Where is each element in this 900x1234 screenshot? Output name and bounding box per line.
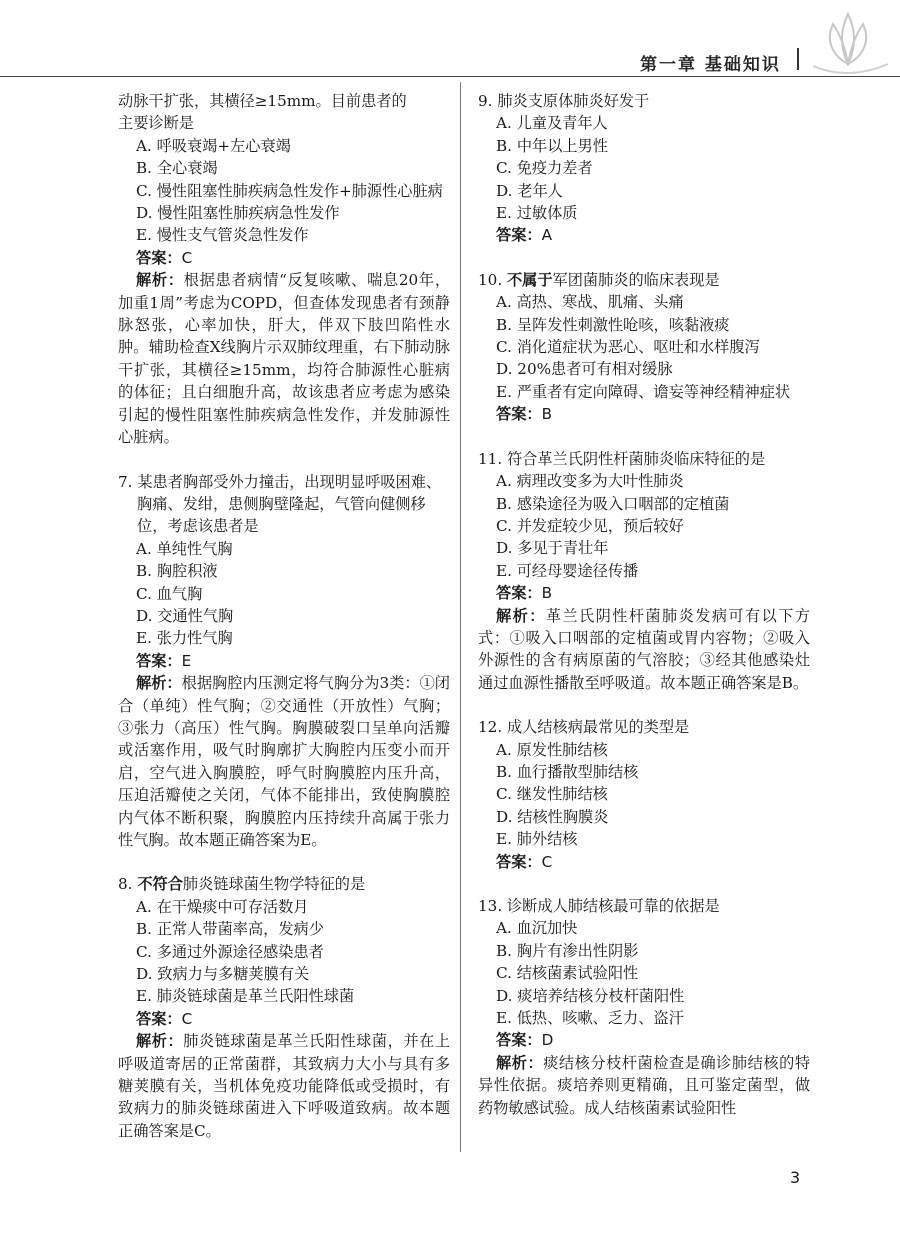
chapter-title: 第一章 基础知识: [640, 55, 781, 75]
option: A. 病理改变多为大叶性肺炎: [496, 472, 684, 491]
explanation-label: 解析：: [136, 674, 182, 693]
option: A. 原发性肺结核: [496, 740, 608, 759]
question-stem: 13. 诊断成人肺结核最可靠的依据是: [478, 897, 720, 915]
option: E. 肺炎链球菌是革兰氏阳性球菌: [136, 987, 355, 1006]
option: A. 在干燥痰中可存活数月: [136, 897, 309, 916]
explanation-label: 解析：: [136, 271, 184, 290]
option: D. 慢性阻塞性肺疾病急性发作: [136, 204, 340, 223]
question-stem: [118, 873, 450, 895]
explanation: [118, 672, 450, 851]
answer-value: A: [541, 226, 552, 245]
answer: [118, 1008, 450, 1030]
answer-label: 答案：: [496, 584, 542, 603]
question-6-continued: [118, 90, 450, 449]
question-stem: 11. 符合革兰氏阴性杆菌肺炎临床特征的是: [478, 449, 766, 468]
explanation-text: 根据胸腔内压测定将气胸分为3类：①闭合（单纯）性气胸；②交通性（开放性）气胸；③张力（高压）性气胸。胸膜破裂口呈单向活瓣或活塞作用，吸气时胸廓扩大胸腔内压变小而开启，空气进入胸膜腔，呼气时胸膜腔内压升高，压迫活瓣使之关闭，气体不能排出，致使胸膜腔内气体不断积聚，胸膜腔内压持续升高属于张力性气胸。故本题正确答案为E。: [118, 674, 450, 849]
option: C. 并发症较少见，预后较好: [496, 516, 684, 535]
explanation-text: 肺炎链球菌是革兰氏阳性球菌，并在上呼吸道寄居的正常菌群，其致病力大小与具有多糖荚膜有关，当机体免疫功能降低或受损时，有致病力的肺炎链球菌进入下呼吸道致病。故本题正确答案是C。: [118, 1032, 451, 1140]
option: C. 结核菌素试验阳性: [496, 964, 639, 983]
option: D. 致病力与多糖荚膜有关: [136, 965, 310, 984]
answer-value: C: [181, 248, 193, 267]
explanation-label: 解析：: [496, 1053, 544, 1072]
option: C. 消化道症状为恶心、呕吐和水样腹泻: [496, 338, 760, 357]
explanation: [118, 1030, 450, 1142]
question-stem: 12. 成人结核病最常见的类型是: [478, 718, 690, 737]
option: A. 高热、寒战、肌痛、头痛: [496, 293, 684, 312]
option: D. 老年人: [496, 181, 563, 200]
option: C. 继发性肺结核: [496, 785, 608, 804]
answer: [478, 224, 810, 246]
option: C. 免疫力差者: [496, 159, 593, 178]
answer-label: 答案：: [496, 226, 542, 245]
option: B. 呈阵发性刺激性呛咳，咳黏液痰: [496, 315, 730, 334]
question-stem: 9. 肺炎支原体肺炎好发于: [478, 92, 650, 110]
option: D. 20%患者可有相对缓脉: [496, 360, 673, 379]
answer-value: D: [541, 1031, 554, 1050]
option: A. 呼吸衰竭+左心衰竭: [136, 136, 291, 155]
question-stem: [478, 269, 810, 291]
option: C. 多通过外源途径感染患者: [136, 942, 324, 961]
question-number: 10.: [478, 270, 503, 289]
option: C. 慢性阻塞性肺疾病急性发作+肺源性心脏病: [136, 181, 443, 200]
question-12: [478, 716, 810, 873]
question-stem-text: 军团菌肺炎的临床表现是: [552, 270, 720, 289]
explanation-text: 革兰氏阴性杆菌肺炎发病可有以下方式：①吸入口咽部的定植菌或胃内容物；②吸入外源性的含有病原菌的气溶胶；③经其他感染灶通过血源性播散至呼吸道。故本题正确答案是B。: [478, 606, 811, 692]
question-stem: 7. 某患者胸部受外力撞击，出现明显呼吸困难、胸痛、发绀，患侧胸壁隆起，气管向健侧移位，考虑该患者是: [118, 472, 442, 536]
question-13: [478, 895, 810, 1119]
option: E. 严重者有定向障碍、谵妄等神经精神症状: [496, 382, 791, 401]
answer-label: 答案：: [496, 405, 542, 424]
answer: [118, 247, 450, 269]
answer: [478, 582, 810, 604]
option: A. 儿童及青年人: [496, 114, 608, 133]
explanation-label: 解析：: [496, 606, 546, 625]
option: A. 单纯性气胸: [136, 539, 233, 558]
column-divider: [460, 82, 461, 1152]
header-rule: [0, 76, 900, 77]
option: D. 交通性气胸: [136, 606, 234, 625]
option: B. 全心衰竭: [136, 159, 218, 178]
option: B. 正常人带菌率高，发病少: [136, 920, 324, 939]
question-8: [118, 873, 450, 1142]
option: E. 张力性气胸: [136, 629, 233, 648]
explanation-label: 解析：: [136, 1032, 184, 1051]
option: B. 感染途径为吸入口咽部的定植菌: [496, 494, 730, 513]
question-keyword: 不符合: [137, 875, 183, 894]
question-9: [478, 90, 810, 247]
question-stem: 主要诊断是: [118, 114, 194, 133]
explanation: [118, 269, 450, 448]
answer-label: 答案：: [496, 852, 542, 871]
left-column: [118, 90, 450, 1142]
option: B. 中年以上男性: [496, 136, 608, 155]
option: E. 低热、咳嗽、乏力、盗汗: [496, 1009, 684, 1028]
question-11: [478, 448, 810, 694]
option: B. 血行播散型肺结核: [496, 762, 639, 781]
question-number: 8.: [118, 875, 133, 894]
answer-value: C: [181, 1009, 193, 1028]
question-7: [118, 471, 450, 852]
option: B. 胸腔积液: [136, 562, 218, 581]
option: E. 慢性支气管炎急性发作: [136, 226, 309, 245]
option: C. 血气胸: [136, 584, 203, 603]
answer-label: 答案：: [496, 1031, 542, 1050]
question-stem: 动脉干扩张，其横径≥15mm。目前患者的: [118, 92, 407, 110]
explanation: [478, 605, 810, 695]
question-stem-text: 肺炎链球菌生物学特征的是: [182, 875, 366, 894]
answer: [118, 650, 450, 672]
lotus-logo-icon: [803, 6, 893, 76]
option: A. 血沉加快: [496, 919, 578, 938]
answer: [478, 403, 810, 425]
answer-value: E: [181, 651, 192, 670]
answer-value: C: [541, 852, 553, 871]
answer-label: 答案：: [136, 651, 182, 670]
option: B. 胸片有渗出性阴影: [496, 941, 639, 960]
page-number: 3: [790, 1168, 801, 1187]
answer-label: 答案：: [136, 248, 182, 267]
answer: [478, 1029, 810, 1051]
explanation-text: 痰结核分枝杆菌检查是确诊肺结核的特异性依据。痰培养则更精确，且可鉴定菌型，做药物敏感试验。成人结核菌素试验阳性: [478, 1053, 811, 1117]
page-header: [0, 0, 900, 80]
option: D. 多见于青壮年: [496, 539, 609, 558]
answer: [478, 851, 810, 873]
answer-value: B: [541, 405, 552, 424]
question-10: [478, 269, 810, 426]
explanation: [478, 1052, 810, 1119]
question-keyword: 不属于: [506, 270, 553, 289]
answer-value: B: [541, 584, 552, 603]
option: E. 过敏体质: [496, 204, 578, 223]
option: D. 结核性胸膜炎: [496, 807, 609, 826]
option: E. 肺外结核: [496, 830, 578, 849]
right-column: [478, 90, 810, 1119]
header-separator: [797, 48, 799, 70]
option: D. 痰培养结核分枝杆菌阳性: [496, 986, 685, 1005]
explanation-text: 根据患者病情“反复咳嗽、喘息20年，加重1周”考虑为COPD，但查体发现患者有颈静脉怒张，心率加快，肝大，伴双下肢凹陷性水肿。辅助检查X线胸片示双肺纹理重，右下肺动脉干扩张，其横径≥15mm，均符合肺源性心脏病的体征；且白细胞升高，故该患者应考虑为感染引起的慢性阻塞性肺疾病急性发作，并发肺源性心脏病。: [118, 271, 451, 447]
option: E. 可经母婴途径传播: [496, 561, 639, 580]
answer-label: 答案：: [136, 1009, 182, 1028]
